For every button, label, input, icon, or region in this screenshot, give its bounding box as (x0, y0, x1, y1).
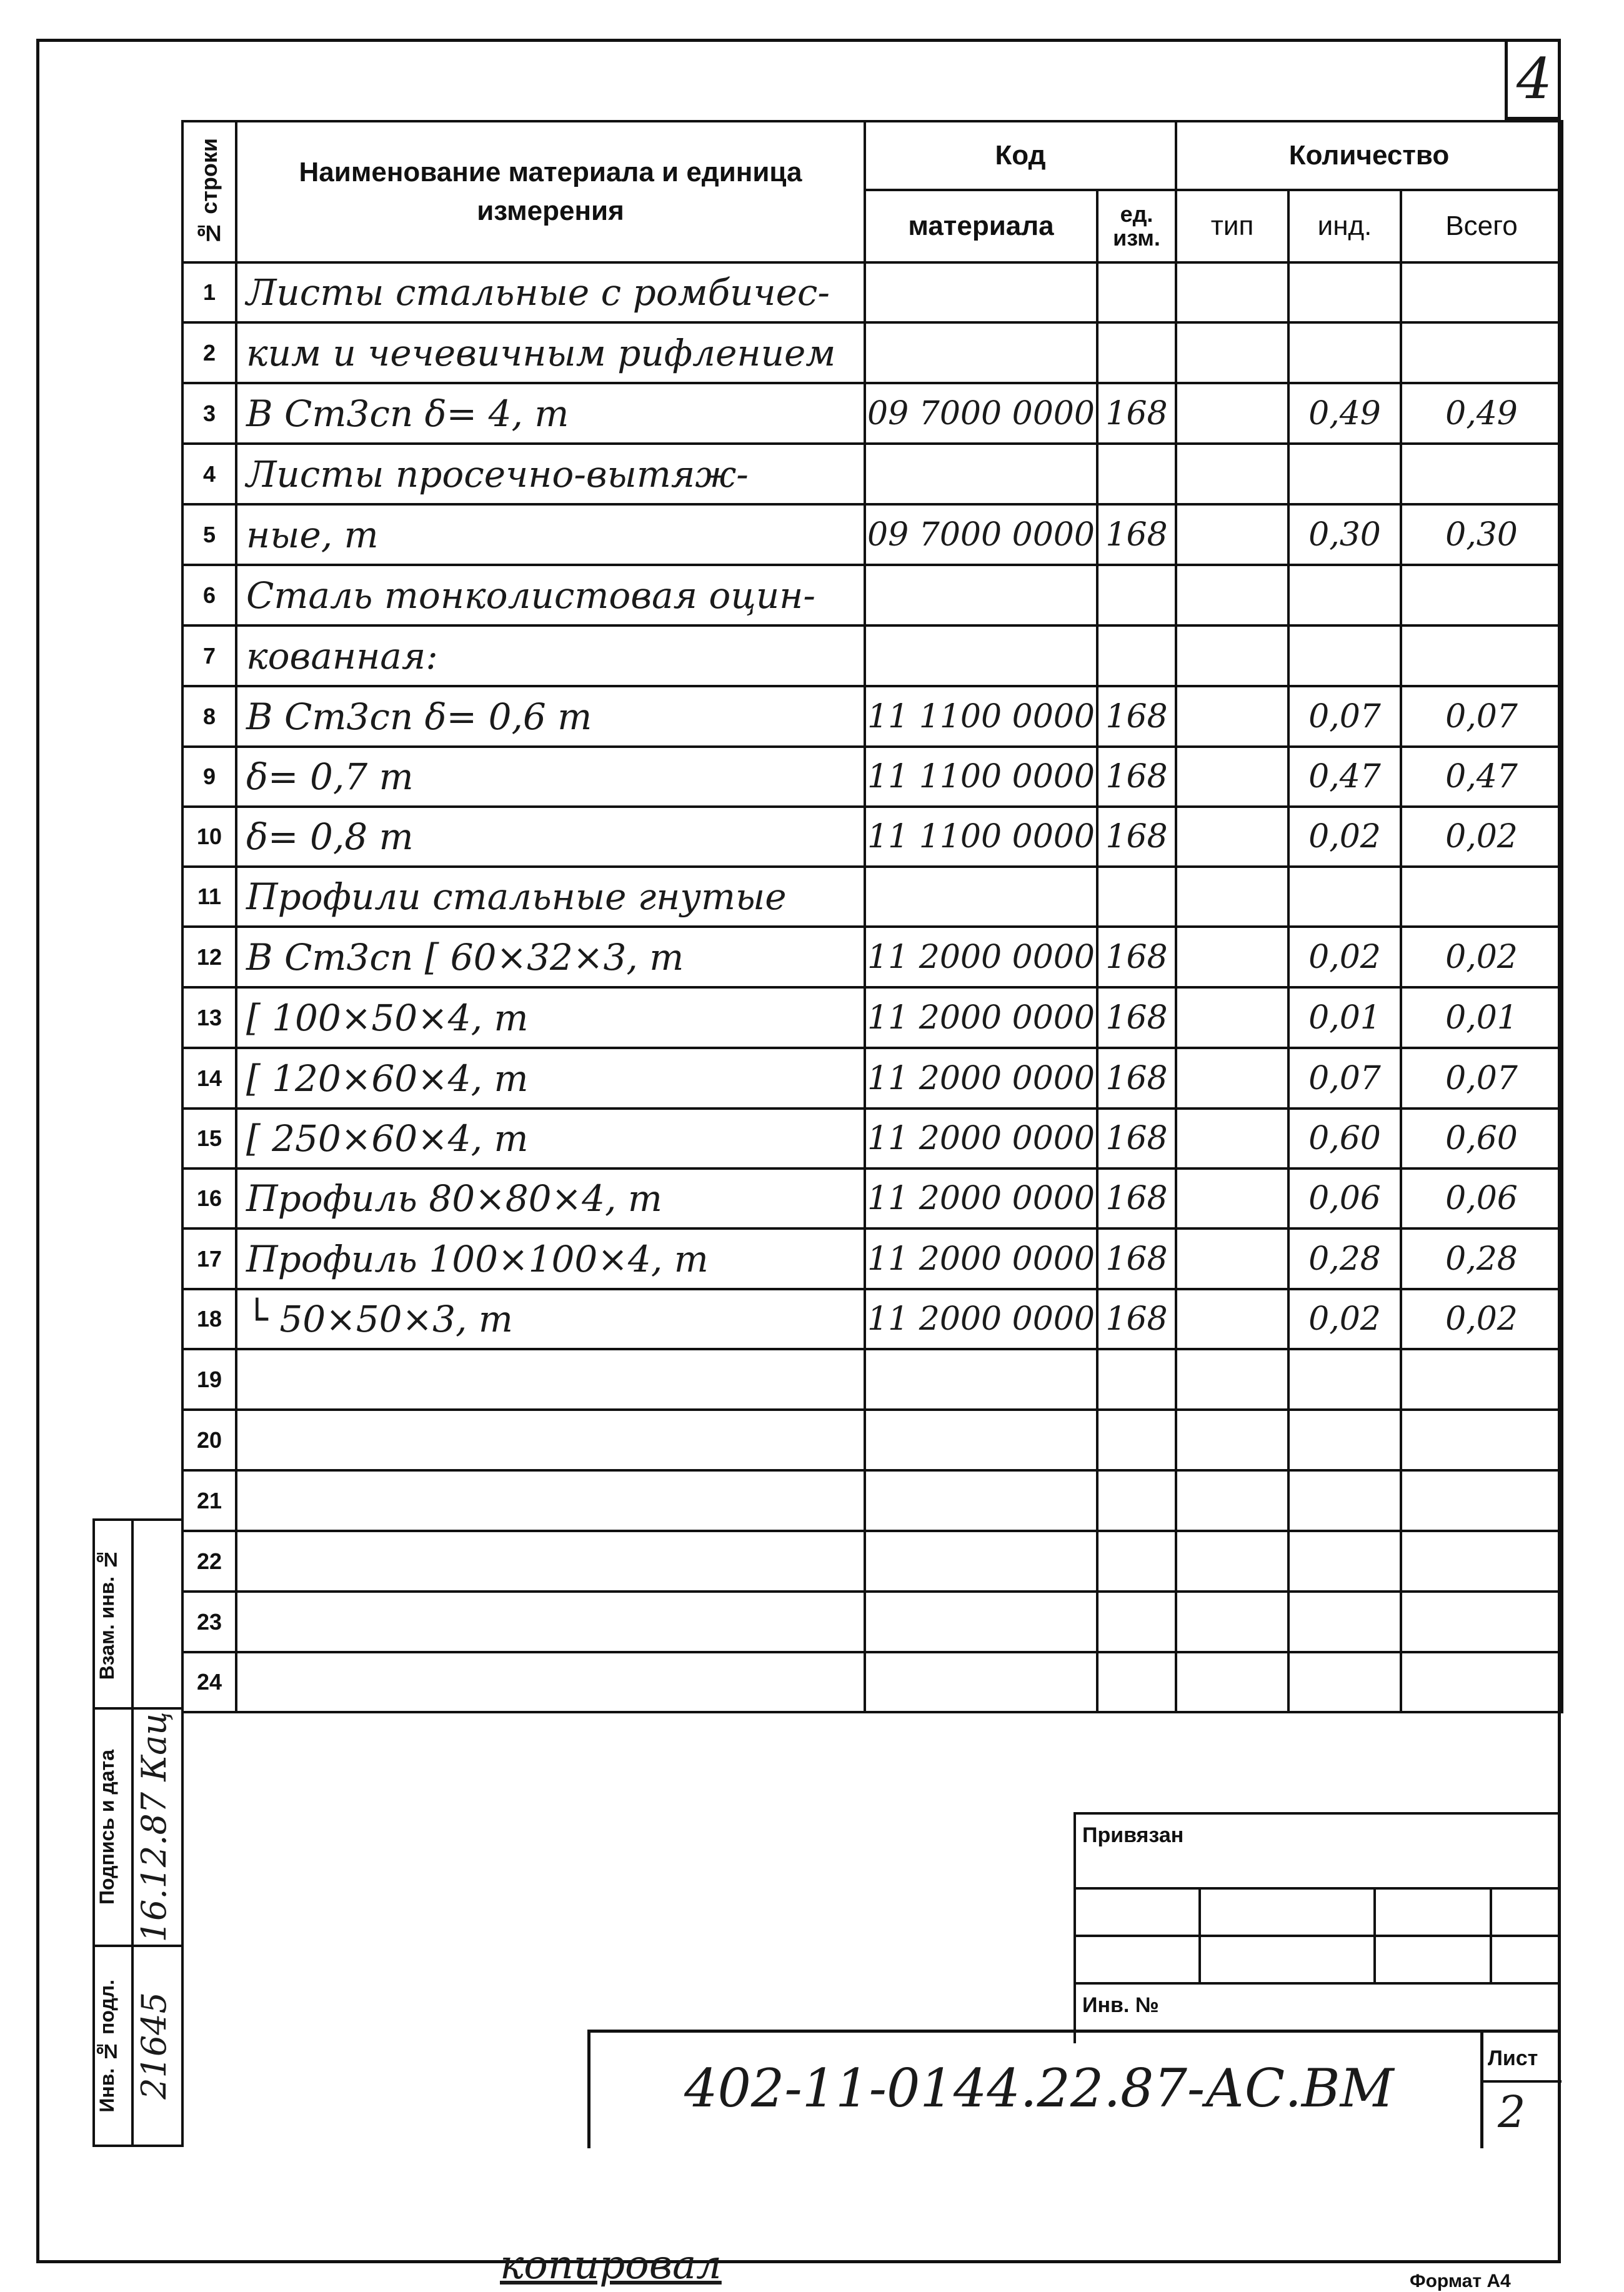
quantity-ind (1288, 1349, 1401, 1410)
row-number: 12 (182, 927, 236, 987)
header-type: тип (1176, 190, 1288, 262)
row-number: 15 (182, 1109, 236, 1168)
quantity-total: 0,60 (1401, 1109, 1562, 1168)
side-podpis-value-cell (132, 1708, 182, 1946)
quantity-ind: 0,02 (1288, 807, 1401, 867)
quantity-total: 0,06 (1401, 1168, 1562, 1228)
material-code (865, 444, 1097, 504)
quantity-total: 0,47 (1401, 747, 1562, 807)
quantity-ind (1288, 625, 1401, 686)
table-row (182, 565, 1562, 625)
unit-code: 168 (1097, 1228, 1176, 1289)
quantity-total: 0,02 (1401, 927, 1562, 987)
material-name: Листы просечно-вытяж- (236, 444, 865, 504)
quantity-type (1176, 322, 1288, 383)
unit-code (1097, 1652, 1176, 1712)
material-code: 11 2000 0000 (865, 1048, 1097, 1109)
sheet-number: 2 (1498, 2086, 1526, 2138)
row-number: 22 (182, 1531, 236, 1592)
unit-code: 168 (1097, 807, 1176, 867)
material-name: Профиль 80×80×4, т (236, 1168, 865, 1228)
material-name: [ 100×50×4, т (236, 987, 865, 1048)
quantity-total: 0,49 (1401, 383, 1562, 444)
table-row (182, 1470, 1562, 1531)
quantity-total: 0,02 (1401, 807, 1562, 867)
row-number: 11 (182, 867, 236, 927)
material-code (865, 1349, 1097, 1410)
quantity-ind (1288, 1652, 1401, 1712)
binding-label: Привязан (1082, 1823, 1184, 1847)
quantity-ind: 0,28 (1288, 1228, 1401, 1289)
quantity-ind (1288, 322, 1401, 383)
table-row (182, 1168, 1562, 1228)
quantity-ind (1288, 867, 1401, 927)
quantity-total (1401, 444, 1562, 504)
material-code (865, 262, 1097, 322)
quantity-type (1176, 987, 1288, 1048)
material-name: ные, т (236, 504, 865, 565)
quantity-total (1401, 867, 1562, 927)
quantity-type (1176, 747, 1288, 807)
table-row (182, 927, 1562, 987)
row-number: 19 (182, 1349, 236, 1410)
material-code (865, 867, 1097, 927)
table-row (182, 987, 1562, 1048)
unit-code (1097, 1470, 1176, 1531)
material-name (236, 1349, 865, 1410)
quantity-ind: 0,02 (1288, 927, 1401, 987)
material-name: В Ст3сп δ= 4, т (236, 383, 865, 444)
material-name: Листы стальные с ромбичес- (236, 262, 865, 322)
unit-code (1097, 565, 1176, 625)
row-number: 10 (182, 807, 236, 867)
quantity-type (1176, 625, 1288, 686)
quantity-ind (1288, 262, 1401, 322)
side-stamp (92, 1518, 181, 2145)
unit-code: 168 (1097, 383, 1176, 444)
quantity-ind: 0,06 (1288, 1168, 1401, 1228)
quantity-total: 0,07 (1401, 1048, 1562, 1109)
material-code (865, 1531, 1097, 1592)
quantity-type (1176, 504, 1288, 565)
quantity-total (1401, 1652, 1562, 1712)
table-row (182, 1048, 1562, 1109)
row-number: 13 (182, 987, 236, 1048)
header-code: Код (865, 121, 1176, 190)
page-number-box (1505, 39, 1561, 120)
row-number: 9 (182, 747, 236, 807)
quantity-ind: 0,60 (1288, 1109, 1401, 1168)
quantity-ind: 0,01 (1288, 987, 1401, 1048)
material-code (865, 1470, 1097, 1531)
table-row (182, 322, 1562, 383)
side-inv-value-cell (132, 1946, 182, 2146)
table-row (182, 1531, 1562, 1592)
material-code: 11 2000 0000 (865, 927, 1097, 987)
quantity-type (1176, 262, 1288, 322)
quantity-ind (1288, 1592, 1401, 1652)
unit-code (1097, 262, 1176, 322)
quantity-ind: 0,07 (1288, 686, 1401, 747)
material-code: 11 2000 0000 (865, 1289, 1097, 1349)
row-number: 21 (182, 1470, 236, 1531)
paper-format: Формат А4 (1410, 2271, 1511, 2291)
unit-code: 168 (1097, 504, 1176, 565)
row-number: 17 (182, 1228, 236, 1289)
side-inv-label-cell: Инв. № подл. (94, 1946, 132, 2146)
quantity-type (1176, 1109, 1288, 1168)
quantity-total (1401, 565, 1562, 625)
material-name: δ= 0,8 т (236, 807, 865, 867)
material-code: 11 2000 0000 (865, 1168, 1097, 1228)
row-number: 6 (182, 565, 236, 625)
quantity-type (1176, 1470, 1288, 1531)
unit-code (1097, 322, 1176, 383)
table-row (182, 262, 1562, 322)
row-number: 1 (182, 262, 236, 322)
table-row (182, 1410, 1562, 1470)
material-name (236, 1410, 865, 1470)
material-code: 11 2000 0000 (865, 1228, 1097, 1289)
unit-code: 168 (1097, 927, 1176, 987)
table-row (182, 1289, 1562, 1349)
quantity-ind (1288, 1410, 1401, 1470)
quantity-type (1176, 1048, 1288, 1109)
material-code: 09 7000 0000 (865, 504, 1097, 565)
inventory-label: Инв. № (1082, 1993, 1159, 2017)
side-vzam-label-cell: Взам. инв. № (94, 1520, 132, 1708)
material-code: 11 1100 0000 (865, 686, 1097, 747)
table-row (182, 807, 1562, 867)
row-number: 24 (182, 1652, 236, 1712)
header-material: материала (865, 190, 1097, 262)
material-name: кованная: (236, 625, 865, 686)
row-number: 4 (182, 444, 236, 504)
quantity-type (1176, 927, 1288, 987)
quantity-total (1401, 1349, 1562, 1410)
quantity-type (1176, 565, 1288, 625)
row-number: 16 (182, 1168, 236, 1228)
table-row (182, 1228, 1562, 1289)
quantity-total: 0,30 (1401, 504, 1562, 565)
material-name: [ 250×60×4, т (236, 1109, 865, 1168)
quantity-type (1176, 1531, 1288, 1592)
unit-code (1097, 1349, 1176, 1410)
quantity-type (1176, 1349, 1288, 1410)
table-row (182, 747, 1562, 807)
quantity-ind: 0,07 (1288, 1048, 1401, 1109)
table-row (182, 625, 1562, 686)
quantity-ind: 0,30 (1288, 504, 1401, 565)
unit-code (1097, 1531, 1176, 1592)
material-code (865, 625, 1097, 686)
material-name: Профиль 100×100×4, т (236, 1228, 865, 1289)
material-name (236, 1531, 865, 1592)
unit-code: 168 (1097, 747, 1176, 807)
table-row (182, 504, 1562, 565)
material-code: 11 1100 0000 (865, 807, 1097, 867)
row-number: 18 (182, 1289, 236, 1349)
unit-code: 168 (1097, 686, 1176, 747)
quantity-total (1401, 1531, 1562, 1592)
material-name: Профили стальные гнутые (236, 867, 865, 927)
header-ind: инд. (1288, 190, 1401, 262)
material-name (236, 1652, 865, 1712)
quantity-total (1401, 1410, 1562, 1470)
quantity-ind (1288, 1470, 1401, 1531)
quantity-type (1176, 807, 1288, 867)
unit-code (1097, 444, 1176, 504)
document-strip (587, 2030, 1561, 2148)
material-name (236, 1470, 865, 1531)
quantity-type (1176, 867, 1288, 927)
material-name: Сталь тонколистовая оцин- (236, 565, 865, 625)
material-name: ким и чечевичным рифлением (236, 322, 865, 383)
side-vzam-value-cell (132, 1520, 182, 1708)
table-row (182, 1592, 1562, 1652)
sheet-label: Лист (1488, 2046, 1538, 2070)
quantity-type (1176, 1168, 1288, 1228)
quantity-total (1401, 322, 1562, 383)
document-number: 402-11-0144.22.87-АС.ВМ (684, 2058, 1394, 2119)
copied-by: копировал (500, 2242, 722, 2288)
header-total: Всего (1401, 190, 1562, 262)
side-podpis-label-cell: Подпись и дата (94, 1708, 132, 1946)
quantity-ind (1288, 1531, 1401, 1592)
quantity-ind (1288, 565, 1401, 625)
binding-block (1074, 1812, 1561, 2043)
quantity-type (1176, 686, 1288, 747)
quantity-ind (1288, 444, 1401, 504)
row-number: 7 (182, 625, 236, 686)
material-code: 11 2000 0000 (865, 987, 1097, 1048)
table-row (182, 1349, 1562, 1410)
material-code: 09 7000 0000 (865, 383, 1097, 444)
signature-date: 16.12.87 Кац (134, 1712, 174, 1943)
material-name: В Ст3сп [ 60×32×3, т (236, 927, 865, 987)
material-code (865, 1410, 1097, 1470)
row-number: 20 (182, 1410, 236, 1470)
quantity-total (1401, 262, 1562, 322)
quantity-type (1176, 1652, 1288, 1712)
material-code (865, 565, 1097, 625)
row-number: 3 (182, 383, 236, 444)
material-name: └ 50×50×3, т (236, 1289, 865, 1349)
unit-code: 168 (1097, 1048, 1176, 1109)
row-number: 2 (182, 322, 236, 383)
row-number: 14 (182, 1048, 236, 1109)
page-number: 4 (1516, 46, 1553, 112)
unit-code: 168 (1097, 1168, 1176, 1228)
quantity-type (1176, 383, 1288, 444)
quantity-ind: 0,47 (1288, 747, 1401, 807)
quantity-total (1401, 1592, 1562, 1652)
unit-code: 168 (1097, 1109, 1176, 1168)
material-code (865, 1592, 1097, 1652)
header-unit: ед. изм. (1097, 190, 1176, 262)
material-name: δ= 0,7 т (236, 747, 865, 807)
unit-code (1097, 1592, 1176, 1652)
quantity-type (1176, 1289, 1288, 1349)
quantity-type (1176, 1228, 1288, 1289)
table-row (182, 867, 1562, 927)
quantity-total: 0,01 (1401, 987, 1562, 1048)
unit-code (1097, 1410, 1176, 1470)
quantity-type (1176, 1592, 1288, 1652)
material-code: 11 2000 0000 (865, 1109, 1097, 1168)
table-row (182, 1109, 1562, 1168)
quantity-ind: 0,02 (1288, 1289, 1401, 1349)
quantity-type (1176, 444, 1288, 504)
unit-code: 168 (1097, 1289, 1176, 1349)
material-code: 11 1100 0000 (865, 747, 1097, 807)
material-code (865, 1652, 1097, 1712)
material-code (865, 322, 1097, 383)
quantity-total: 0,28 (1401, 1228, 1562, 1289)
table-row (182, 444, 1562, 504)
material-name (236, 1592, 865, 1652)
row-number: 8 (182, 686, 236, 747)
quantity-ind: 0,49 (1288, 383, 1401, 444)
quantity-total (1401, 1470, 1562, 1531)
inventory-number: 21645 (134, 1992, 174, 2100)
unit-code: 168 (1097, 987, 1176, 1048)
material-name: [ 120×60×4, т (236, 1048, 865, 1109)
specification-table (181, 120, 1563, 1713)
header-quantity: Количество (1176, 121, 1562, 190)
quantity-total (1401, 625, 1562, 686)
quantity-total: 0,07 (1401, 686, 1562, 747)
table-row (182, 383, 1562, 444)
unit-code (1097, 867, 1176, 927)
unit-code (1097, 625, 1176, 686)
table-row (182, 686, 1562, 747)
quantity-type (1176, 1410, 1288, 1470)
material-name: В Ст3сп δ= 0,6 т (236, 686, 865, 747)
header-name: Наименование материала и единица измерения (236, 121, 865, 262)
header-row-number: № строки (182, 121, 236, 262)
table-row (182, 1652, 1562, 1712)
row-number: 5 (182, 504, 236, 565)
quantity-total: 0,02 (1401, 1289, 1562, 1349)
row-number: 23 (182, 1592, 236, 1652)
